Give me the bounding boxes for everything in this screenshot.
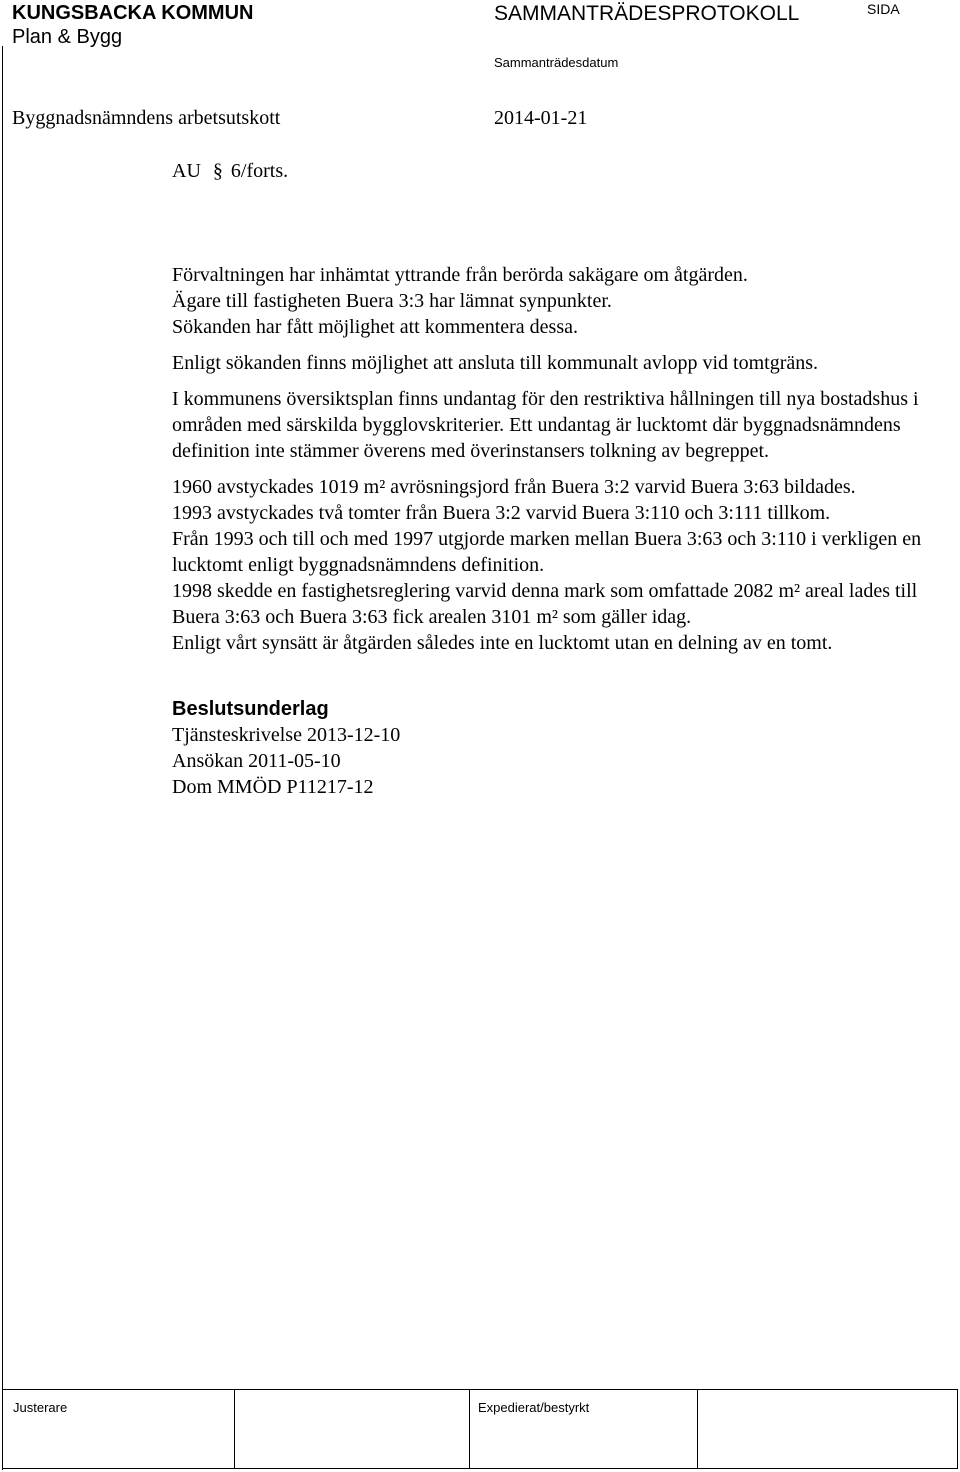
section-reference (172, 160, 288, 183)
body-paragraph: 1998 skedde en fastighetsreglering varvid denna mark som omfattade 2082 m² areal lades till Buera 3:63 och Buera 3:63 fick arealen 3101 m² som gäller idag. (172, 580, 918, 628)
signature-cell (698, 1390, 957, 1468)
signature-cell (235, 1390, 470, 1468)
body-paragraph: 1993 avstyckades två tomter från Buera 3:2 varvid Buera 3:110 och 3:111 tillkom. (172, 502, 831, 524)
body-paragraph: Ägare till fastigheten Buera 3:3 har lämnat synpunkter. (172, 290, 612, 312)
committee-name: Byggnadsnämndens arbetsutskott (12, 107, 281, 129)
left-margin-rule (2, 46, 3, 1470)
expedierat-label: Expedierat/bestyrkt (478, 1400, 590, 1415)
section-prefix: AU (172, 160, 201, 182)
decision-basis-item: Tjänsteskrivelse 2013-12-10 (172, 724, 401, 746)
decision-basis-heading: Beslutsunderlag (172, 698, 329, 720)
page-label: SIDA (867, 1, 900, 17)
section-symbol: § (212, 160, 223, 182)
department-name: Plan & Bygg (12, 26, 123, 48)
body-paragraph: Sökanden har fått möjlighet att kommentera dessa. (172, 316, 578, 338)
meeting-date: 2014-01-21 (494, 107, 588, 129)
document-type: SAMMANTRÄDESPROTOKOLL (494, 2, 800, 25)
decision-basis-item: Ansökan 2011-05-10 (172, 750, 341, 772)
body-paragraph: Enligt sökanden finns möjlighet att ansluta till kommunalt avlopp vid tomtgräns. (172, 352, 819, 374)
body-paragraph: I kommunens översiktsplan finns undantag för den restriktiva hållningen till nya bostadshus i områden med särskilda bygglovskriterier. Ett undantag är lucktomt där byggnadsnämndens definition inte stämmer överens med överinstansers tolkning av begreppet. (172, 388, 919, 462)
decision-basis-item: Dom MMÖD P11217-12 (172, 776, 374, 798)
section-number: 6/forts. (230, 160, 289, 182)
signature-footer-table (2, 1389, 958, 1469)
body-paragraph: Från 1993 och till och med 1997 utgjorde marken mellan Buera 3:63 och 3:110 i verkligen en lucktomt enligt byggnadsnämndens definition. (172, 528, 922, 576)
decision-basis (172, 696, 932, 800)
justerare-cell (3, 1390, 235, 1468)
expedierat-cell (470, 1390, 698, 1468)
justerare-label: Justerare (13, 1400, 68, 1415)
body-paragraph: 1960 avstyckades 1019 m² avrösningsjord från Buera 3:2 varvid Buera 3:63 bildades. (172, 476, 856, 498)
meeting-date-label: Sammanträdesdatum (494, 55, 619, 70)
organization-name: KUNGSBACKA KOMMUN (12, 2, 254, 24)
body-paragraph: Enligt vårt synsätt är åtgärden således inte en lucktomt utan en delning av en tomt. (172, 632, 833, 654)
body-paragraph: Förvaltningen har inhämtat yttrande från berörda sakägare om åtgärden. (172, 264, 748, 286)
decision-body-text (172, 262, 932, 656)
